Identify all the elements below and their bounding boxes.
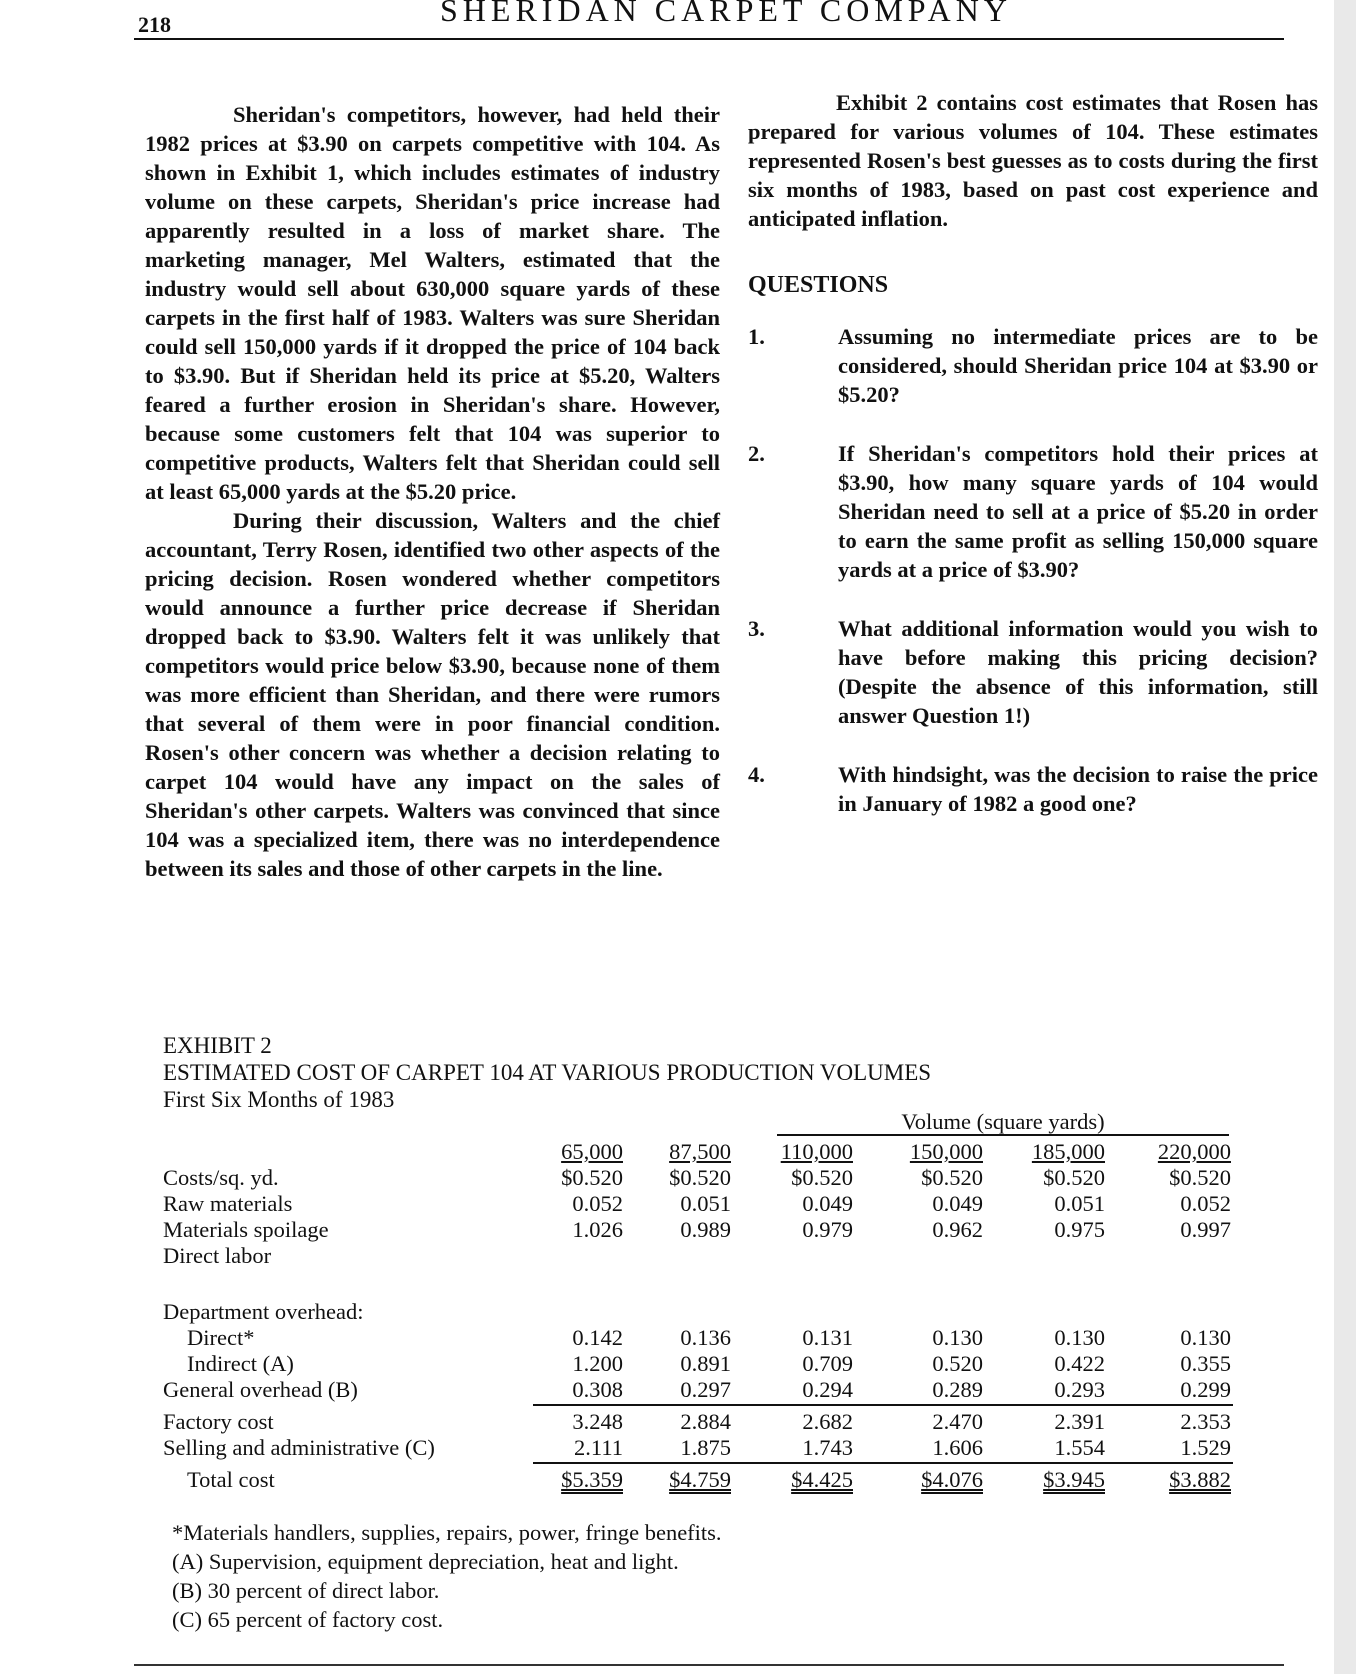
table-cell: 1.026	[572, 1217, 623, 1242]
table-cell: 1.743	[802, 1435, 853, 1460]
row-label: Indirect (A)	[187, 1351, 294, 1376]
table-cell: 0.297	[680, 1377, 731, 1402]
row-label: Total cost	[187, 1467, 275, 1492]
table-row	[163, 1298, 1235, 1326]
table-cell: 3.248	[572, 1409, 623, 1434]
question-item	[748, 760, 1318, 818]
question-item	[748, 614, 1318, 730]
footnote: (A) Supervision, equipment depreciation, heat and light.	[172, 1549, 679, 1574]
footnote: (C) 65 percent of factory cost.	[172, 1607, 444, 1632]
table-cell: 2.682	[802, 1409, 853, 1434]
table-cell: 0.136	[680, 1325, 731, 1350]
bottom-rule	[134, 1664, 1284, 1666]
table-cell: 0.997	[1180, 1217, 1231, 1242]
table-row-volumes	[163, 1138, 1235, 1166]
table-cell: $0.520	[1043, 1165, 1105, 1190]
table-cell: 0.052	[1180, 1191, 1231, 1216]
table-cell: $4.425	[791, 1467, 853, 1492]
volume-cell: 110,000	[780, 1139, 853, 1164]
table-row	[163, 1164, 1235, 1192]
exhibit-heading	[163, 1032, 931, 1113]
question-number: 4.	[748, 762, 765, 787]
table-cell: 0.962	[932, 1217, 983, 1242]
left-column	[145, 100, 720, 883]
page-number: 218	[138, 12, 171, 37]
table-cell: 0.052	[572, 1191, 623, 1216]
table-cell: 2.391	[1054, 1409, 1105, 1434]
table-cell: $3.945	[1043, 1467, 1105, 1492]
table-row	[163, 1408, 1235, 1436]
question-number: 3.	[748, 616, 765, 641]
table-cell: 0.891	[680, 1351, 731, 1376]
table-cell: 0.422	[1054, 1351, 1105, 1376]
table-cell: 1.554	[1054, 1435, 1105, 1460]
table-cell: 0.051	[680, 1191, 731, 1216]
table-cell: 0.142	[572, 1325, 623, 1350]
table-cell: 1.529	[1180, 1435, 1231, 1460]
question-item	[748, 439, 1318, 584]
question-text: What additional information would you wish to have before making this pricing decision? (Despite the absence of this information, still answer Question 1!)	[838, 616, 1318, 728]
footnote: (B) 30 percent of direct labor.	[172, 1578, 440, 1603]
header-rule	[134, 38, 1284, 40]
table-row	[163, 1242, 1235, 1270]
table-row	[163, 1376, 1235, 1404]
table-row-total	[163, 1466, 1235, 1494]
question-text: If Sheridan's competitors hold their prices at $3.90, how many square yards of 104 would Sheridan need to sell at a price of $5.20 in order to earn the same profit as selling 150,000 square yards at a price of $3.90?	[838, 441, 1318, 582]
row-label: Department overhead:	[163, 1299, 364, 1324]
table-cell: 0.299	[1180, 1377, 1231, 1402]
volume-cell: 65,000	[561, 1139, 623, 1164]
table-cell: 0.130	[932, 1325, 983, 1350]
volume-cell: 220,000	[1157, 1139, 1231, 1164]
table-cell: 1.200	[572, 1351, 623, 1376]
questions-heading: QUESTIONS	[748, 272, 889, 298]
table-row	[163, 1190, 1235, 1218]
row-label: Costs/sq. yd.	[163, 1165, 279, 1190]
table-cell: 0.289	[932, 1377, 983, 1402]
left-paragraph-2: During their discussion, Walters and the chief accountant, Terry Rosen, identified two other aspects of the pricing decision. Rosen wondered whether competitors would announce a further price decrease if Sheridan dropped back to $3.90. Walters felt it was unlikely that competitors would price below $3.90, because none of them was more efficient than Sheridan, and there were rumors that several of them were in poor financial condition. Rosen's other concern was whether a decision relating to carpet 104 would have any impact on the sales of Sheridan's other carpets. Walters was convinced that since 104 was a specialized item, there was no interdependence between its sales and those of other carpets in the line.	[145, 508, 720, 881]
table-cell: 2.470	[932, 1409, 983, 1434]
right-paragraph-1: Exhibit 2 contains cost estimates that Rosen has prepared for various volumes of 104. These estimates represented Rosen's best guesses as to costs during the first six months of 1983, based on past cost experience and anticipated inflation.	[748, 90, 1318, 231]
table-row	[163, 1350, 1235, 1378]
table-cell: 0.520	[932, 1351, 983, 1376]
row-label: Direct*	[187, 1325, 255, 1350]
row-label: Materials spoilage	[163, 1217, 329, 1242]
table-cell: $0.520	[561, 1165, 623, 1190]
subtotal-rule	[533, 1404, 1233, 1406]
row-label: Factory cost	[163, 1409, 274, 1434]
table-cell: 2.111	[574, 1435, 623, 1460]
volume-cell: 185,000	[1031, 1139, 1105, 1164]
table-cell: $4.076	[921, 1467, 983, 1492]
table-cell: 0.131	[802, 1325, 853, 1350]
table-cell: $0.520	[669, 1165, 731, 1190]
total-rule	[533, 1462, 1233, 1464]
table-row	[163, 1216, 1235, 1244]
table-cell: 0.293	[1054, 1377, 1105, 1402]
table-cell: 2.353	[1180, 1409, 1231, 1434]
volume-cell: 87,500	[669, 1139, 731, 1164]
volume-header: Volume (square yards)	[777, 1110, 1229, 1136]
row-label: General overhead (B)	[163, 1377, 358, 1402]
table-row	[163, 1324, 1235, 1352]
table-cell: $0.520	[1169, 1165, 1231, 1190]
table-cell: 2.884	[680, 1409, 731, 1434]
volume-cell: 150,000	[909, 1139, 983, 1164]
table-cell: $0.520	[921, 1165, 983, 1190]
table-cell: 0.051	[1054, 1191, 1105, 1216]
left-paragraph-1: Sheridan's competitors, however, had held their 1982 prices at $3.90 on carpets competitive with 104. As shown in Exhibit 1, which includes estimates of industry volume on these carpets, Sheridan's price increase had apparently resulted in a loss of market share. The marketing manager, Mel Walters, estimated that the industry would sell about 630,000 square yards of these carpets in the first half of 1983. Walters was sure Sheridan could sell 150,000 yards if it dropped the price of 104 back to $3.90. But if Sheridan held its price at $5.20, Walters feared a further erosion in Sheridan's share. However, because some customers felt that 104 was superior to competitive products, Walters felt that Sheridan could sell at least 65,000 yards at the $5.20 price.	[145, 102, 720, 504]
question-number: 1.	[748, 324, 765, 349]
question-text: Assuming no intermediate prices are to be considered, should Sheridan price 104 at $3.90 or $5.20?	[838, 324, 1318, 407]
table-cell: 0.130	[1054, 1325, 1105, 1350]
question-text: With hindsight, was the decision to raise the price in January of 1982 a good one?	[838, 762, 1318, 816]
page-edge-shadow	[1334, 0, 1356, 1674]
table-cell: 0.294	[802, 1377, 853, 1402]
table-cell: 0.049	[932, 1191, 983, 1216]
exhibit-title: ESTIMATED COST OF CARPET 104 AT VARIOUS PRODUCTION VOLUMES	[163, 1060, 932, 1085]
table-cell: $3.882	[1169, 1467, 1231, 1492]
table-row	[163, 1434, 1235, 1462]
right-column	[748, 88, 1318, 848]
footnote: *Materials handlers, supplies, repairs, power, fringe benefits.	[172, 1520, 722, 1545]
question-item	[748, 322, 1318, 409]
table-cell: 0.308	[572, 1377, 623, 1402]
table-cell: 0.355	[1180, 1351, 1231, 1376]
table-cell: 0.989	[680, 1217, 731, 1242]
table-cell: 0.049	[802, 1191, 853, 1216]
table-cell: 0.709	[802, 1351, 853, 1376]
table-cell: 1.606	[932, 1435, 983, 1460]
table-cell: $0.520	[791, 1165, 853, 1190]
table-cell: 0.979	[802, 1217, 853, 1242]
question-number: 2.	[748, 441, 765, 466]
row-label: Raw materials	[163, 1191, 293, 1216]
exhibit-subtitle: First Six Months of 1983	[163, 1087, 395, 1112]
table-cell: $5.359	[561, 1467, 623, 1492]
table-cell: 1.875	[680, 1435, 731, 1460]
table-cell: 0.975	[1054, 1217, 1105, 1242]
row-label: Direct labor	[163, 1243, 272, 1268]
exhibit-label: EXHIBIT 2	[163, 1033, 272, 1058]
table-cell: $4.759	[669, 1467, 731, 1492]
table-cell: 0.130	[1180, 1325, 1231, 1350]
running-title: SHERIDAN CARPET COMPANY	[440, 0, 1012, 28]
row-label: Selling and administrative (C)	[163, 1435, 435, 1460]
footnotes	[172, 1518, 722, 1634]
